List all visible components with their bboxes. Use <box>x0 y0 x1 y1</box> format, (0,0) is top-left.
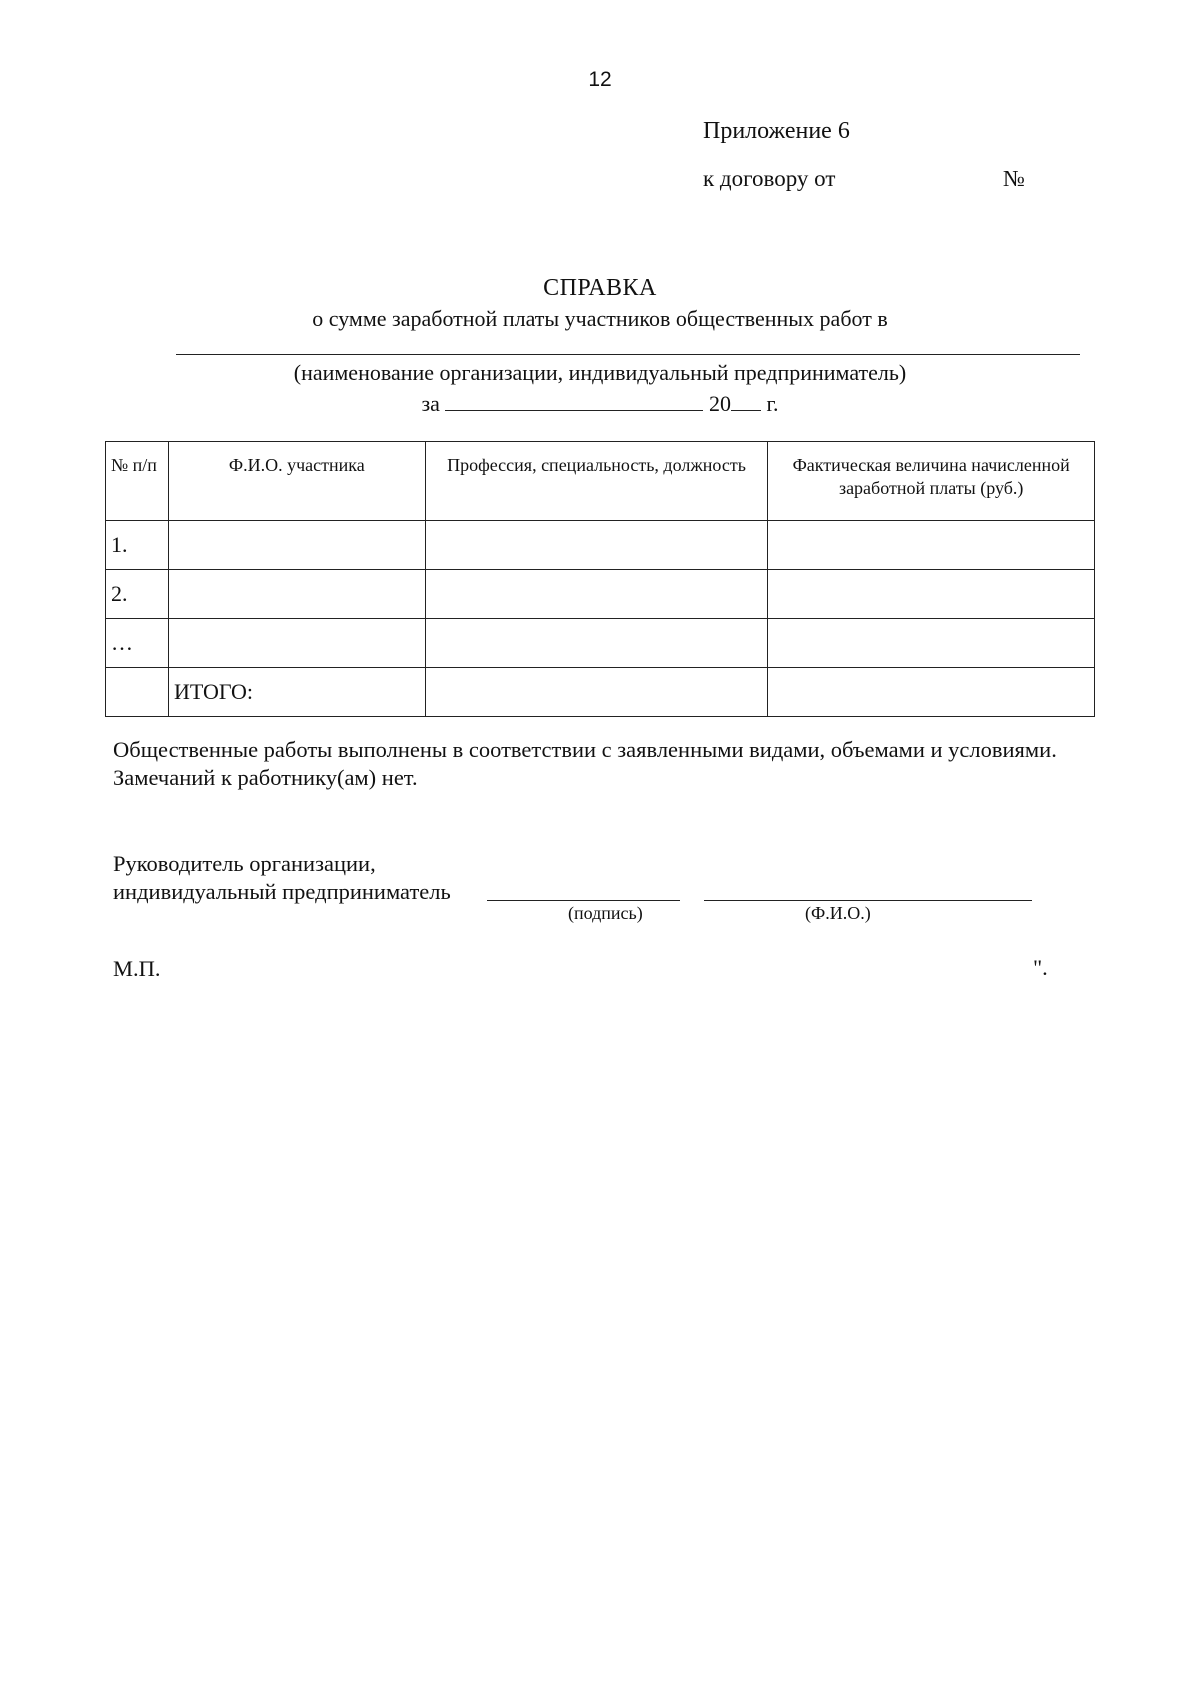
header-name: Ф.И.О. участника <box>168 442 425 521</box>
year-blank <box>731 390 761 411</box>
header-salary: Фактическая величина начисленной заработной платы (руб.) <box>768 442 1095 521</box>
total-number <box>106 668 169 717</box>
name-line <box>704 900 1032 901</box>
table-header-row <box>106 442 1095 521</box>
contract-reference: к договору от <box>703 166 836 191</box>
row-number: 1. <box>106 521 169 570</box>
row-name <box>168 521 425 570</box>
contract-number-sign: № <box>1003 166 1025 191</box>
row-salary <box>768 619 1095 668</box>
total-profession <box>425 668 768 717</box>
appendix-label: Приложение 6 <box>703 118 850 144</box>
document-subtitle: о сумме заработной платы участников общественных работ в <box>312 306 888 331</box>
row-salary <box>768 521 1095 570</box>
table-row <box>106 619 1095 668</box>
row-profession <box>425 619 768 668</box>
table-total-row <box>106 668 1095 717</box>
signer-block <box>113 850 451 906</box>
header-number: № п/п <box>106 442 169 521</box>
salary-table <box>105 441 1095 717</box>
header-profession: Профессия, специальность, должность <box>425 442 768 521</box>
row-salary <box>768 570 1095 619</box>
period-year-suffix: г. <box>766 391 779 416</box>
signer-role-line-1: Руководитель организации, <box>113 851 376 876</box>
period-prefix: за <box>421 391 440 416</box>
completion-note <box>113 736 1057 792</box>
period-line <box>0 390 1200 417</box>
stamp-placeholder: М.П. <box>113 956 161 981</box>
note-line-1: Общественные работы выполнены в соответствии с заявленными видами, объемами и условиями. <box>113 737 1057 762</box>
table-row <box>106 521 1095 570</box>
row-profession <box>425 521 768 570</box>
period-blank <box>445 390 703 411</box>
organization-name-line <box>176 354 1080 355</box>
table-row <box>106 570 1095 619</box>
signer-role-line-2: индивидуальный предприниматель <box>113 879 451 904</box>
signature-caption: (подпись) <box>568 903 643 923</box>
page-number: 12 <box>588 68 612 91</box>
row-number: 2. <box>106 570 169 619</box>
row-name <box>168 570 425 619</box>
signature-line <box>487 900 680 901</box>
note-line-2: Замечаний к работнику(ам) нет. <box>113 765 418 790</box>
total-label: ИТОГО: <box>168 668 425 717</box>
row-number: … <box>106 619 169 668</box>
name-caption: (Ф.И.О.) <box>805 903 871 923</box>
row-profession <box>425 570 768 619</box>
period-year-prefix: 20 <box>708 391 731 416</box>
document-title: СПРАВКА <box>543 275 657 301</box>
total-salary <box>768 668 1095 717</box>
row-name <box>168 619 425 668</box>
organization-caption: (наименование организации, индивидуальный предприниматель) <box>293 360 907 385</box>
closing-quote: ". <box>1033 955 1048 980</box>
